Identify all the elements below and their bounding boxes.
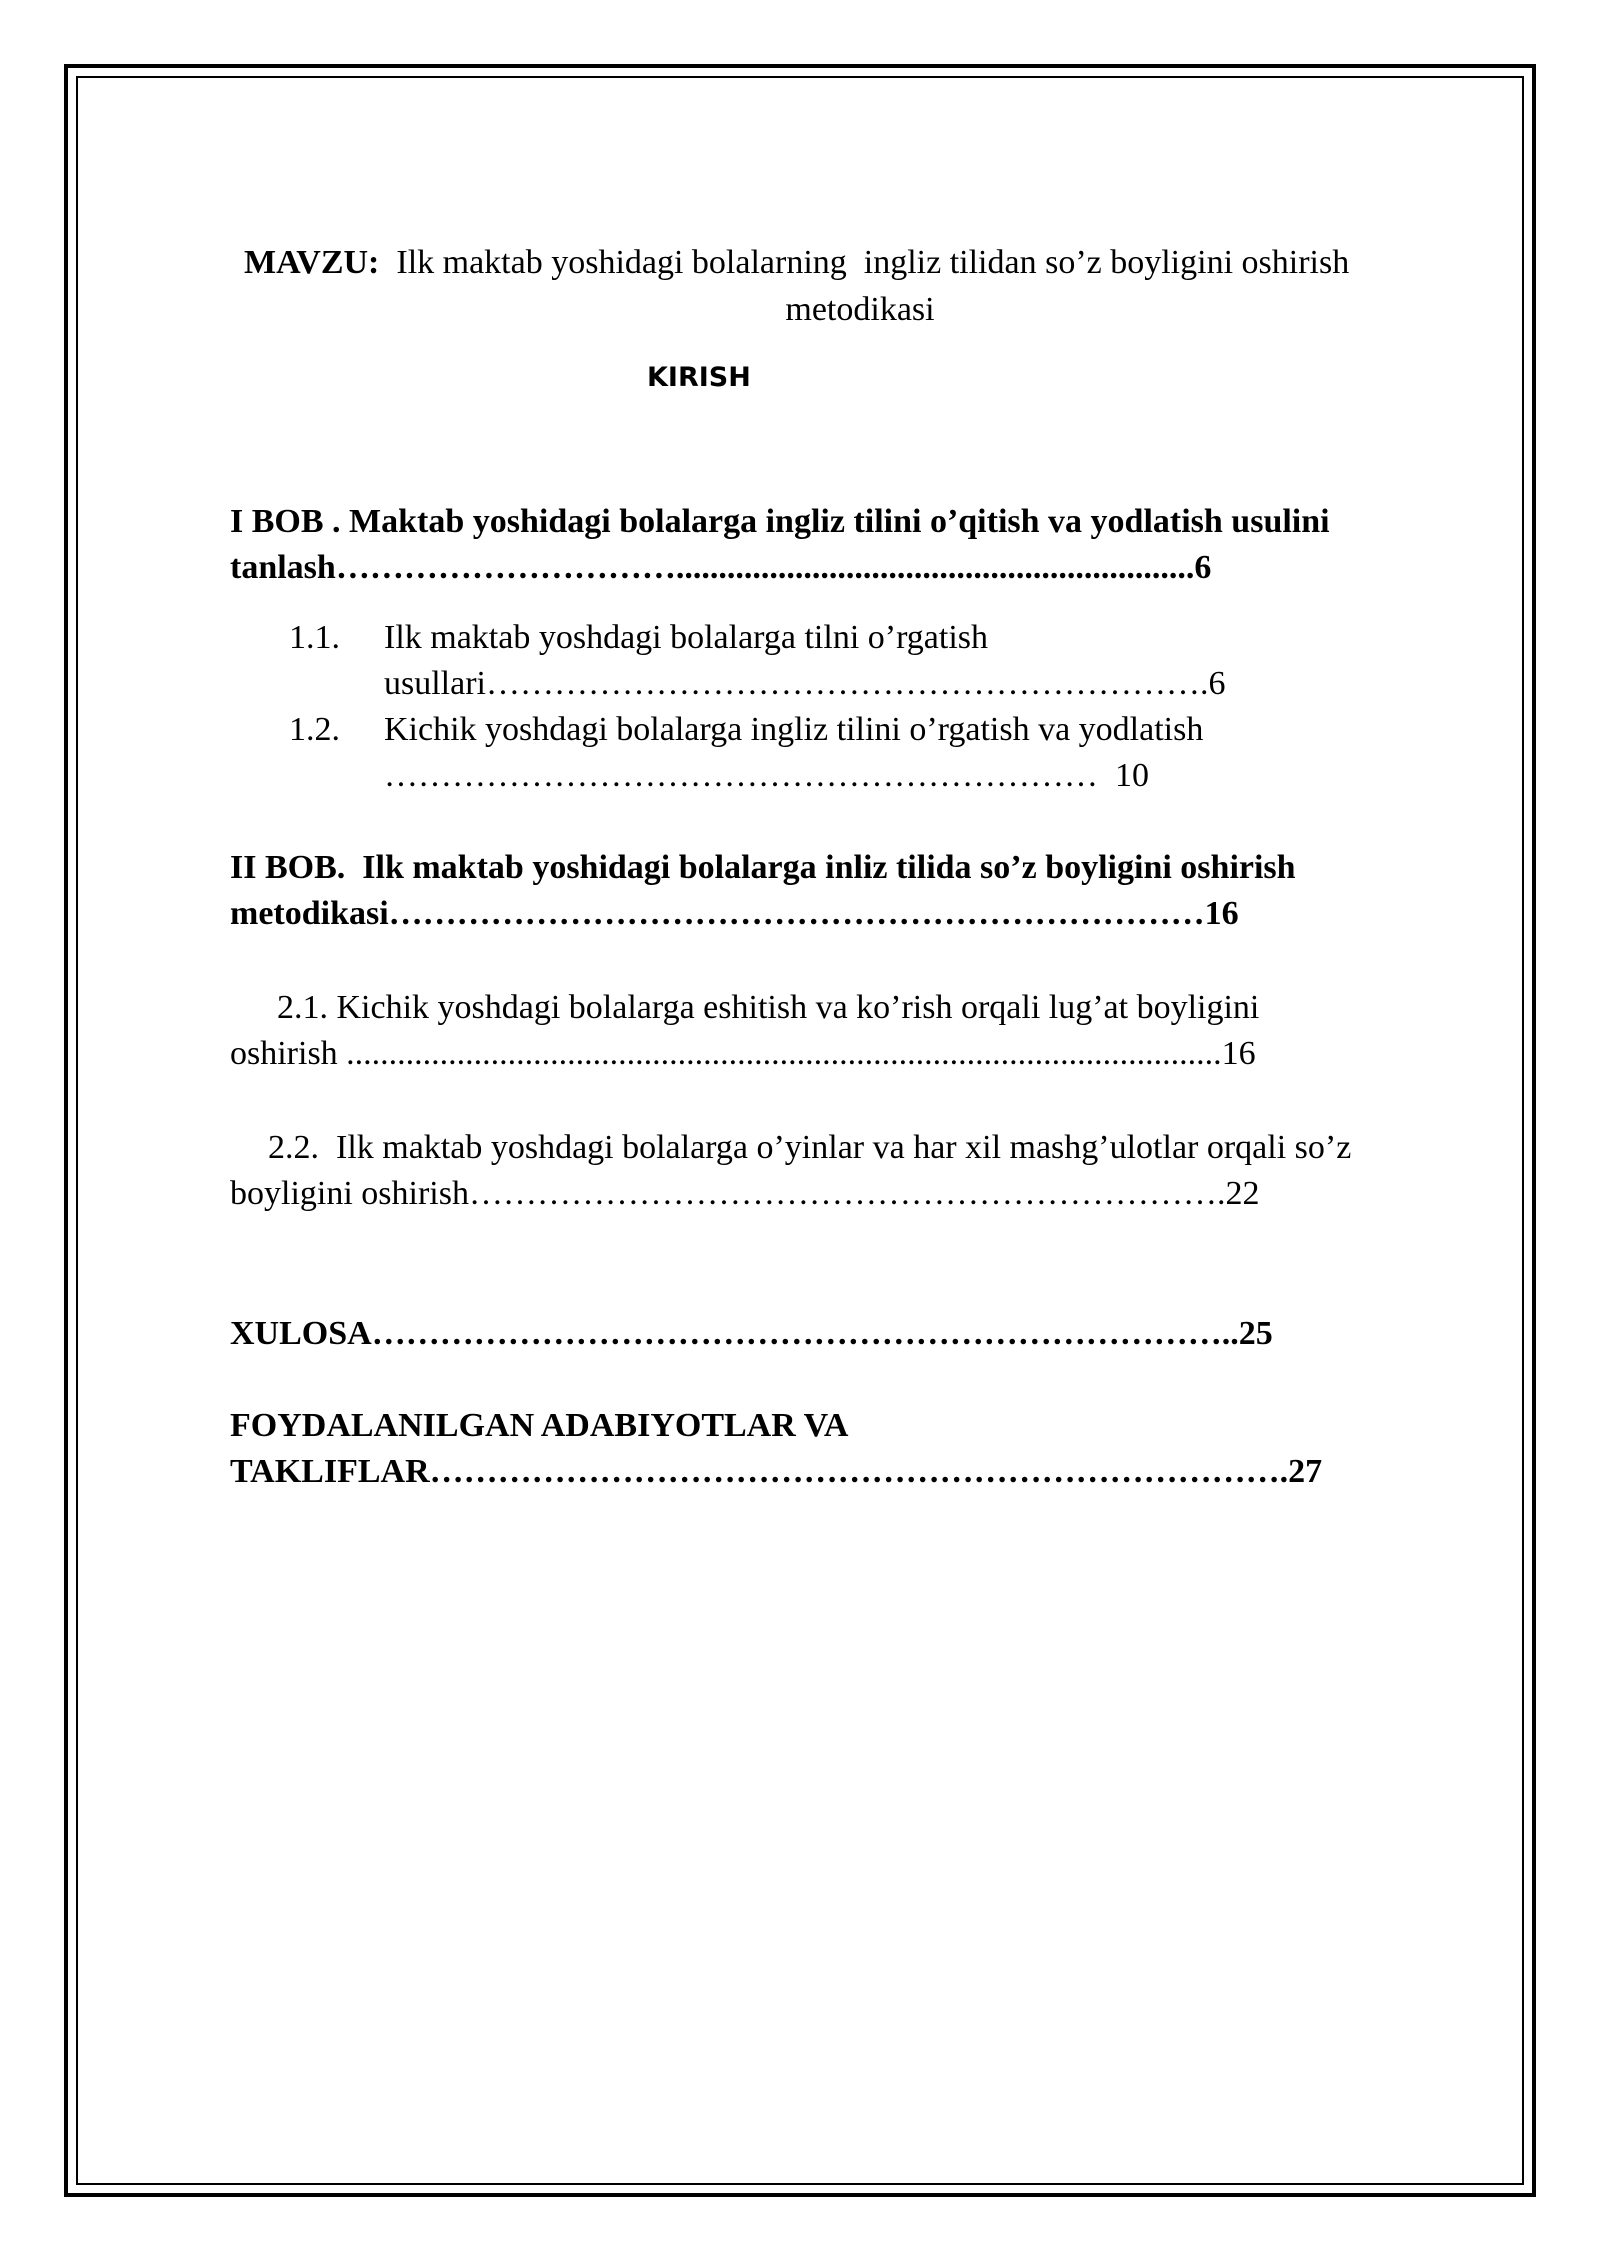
toc-section-2-2-line1: 2.2. Ilk maktab yoshdagi bolalarga o’yinlar va har xil mashg’ulotlar orqali so’z <box>268 1129 1352 1166</box>
title-text-line2: metodikasi <box>785 291 935 328</box>
toc-section-1-1-number: 1.1. <box>289 619 340 656</box>
toc-section-1-2-line2: ……………………………………………………… 10 <box>384 757 1149 794</box>
toc-section-1-1-line2: usullari……………………………………………………….6 <box>384 665 1226 702</box>
toc-chapter-1-line1: I BOB . Maktab yoshidagi bolalarga ingliz tilini o’qitish va yodlatish usulini <box>230 503 1330 540</box>
toc-conclusion: XULOSA…………………………………………………………………..25 <box>230 1315 1273 1352</box>
title-text-line1: Ilk maktab yoshidagi bolalarning ingliz tilidan so’z boyligini oshirish <box>396 244 1350 281</box>
intro-heading: KIRISH <box>647 362 751 393</box>
toc-section-2-1-line1: 2.1. Kichik yoshdagi bolalarga eshitish va ko’rish orqali lug’at boyligini <box>277 989 1260 1026</box>
toc-section-1-2-number: 1.2. <box>289 711 340 748</box>
title-label: MAVZU: <box>244 244 380 281</box>
toc-section-1-1-line1: Ilk maktab yoshdagi bolalarga tilni o’rgatish <box>384 619 989 656</box>
document-title <box>244 241 1349 285</box>
toc-chapter-2-line2: metodikasi………………………………………………………………16 <box>230 895 1239 932</box>
toc-chapter-1-line2: tanlash………………………….............................................................6 <box>230 549 1212 586</box>
toc-chapter-2-line1: II BOB. Ilk maktab yoshidagi bolalarga inliz tilida so’z boyligini oshirish <box>230 849 1296 886</box>
toc-section-2-2-line2: boyligini oshirish………………………………………………………….22 <box>230 1175 1260 1212</box>
toc-section-1-2-line1: Kichik yoshdagi bolalarga ingliz tilini o’rgatish va yodlatish <box>384 711 1204 748</box>
toc-references-line1: FOYDALANILGAN ADABIYOTLAR VA <box>230 1407 849 1444</box>
toc-section-2-1-line2: oshirish .......................................................................................................16 <box>230 1035 1256 1072</box>
toc-references-line2: TAKLIFLAR………………………………………………………………….27 <box>230 1453 1323 1490</box>
